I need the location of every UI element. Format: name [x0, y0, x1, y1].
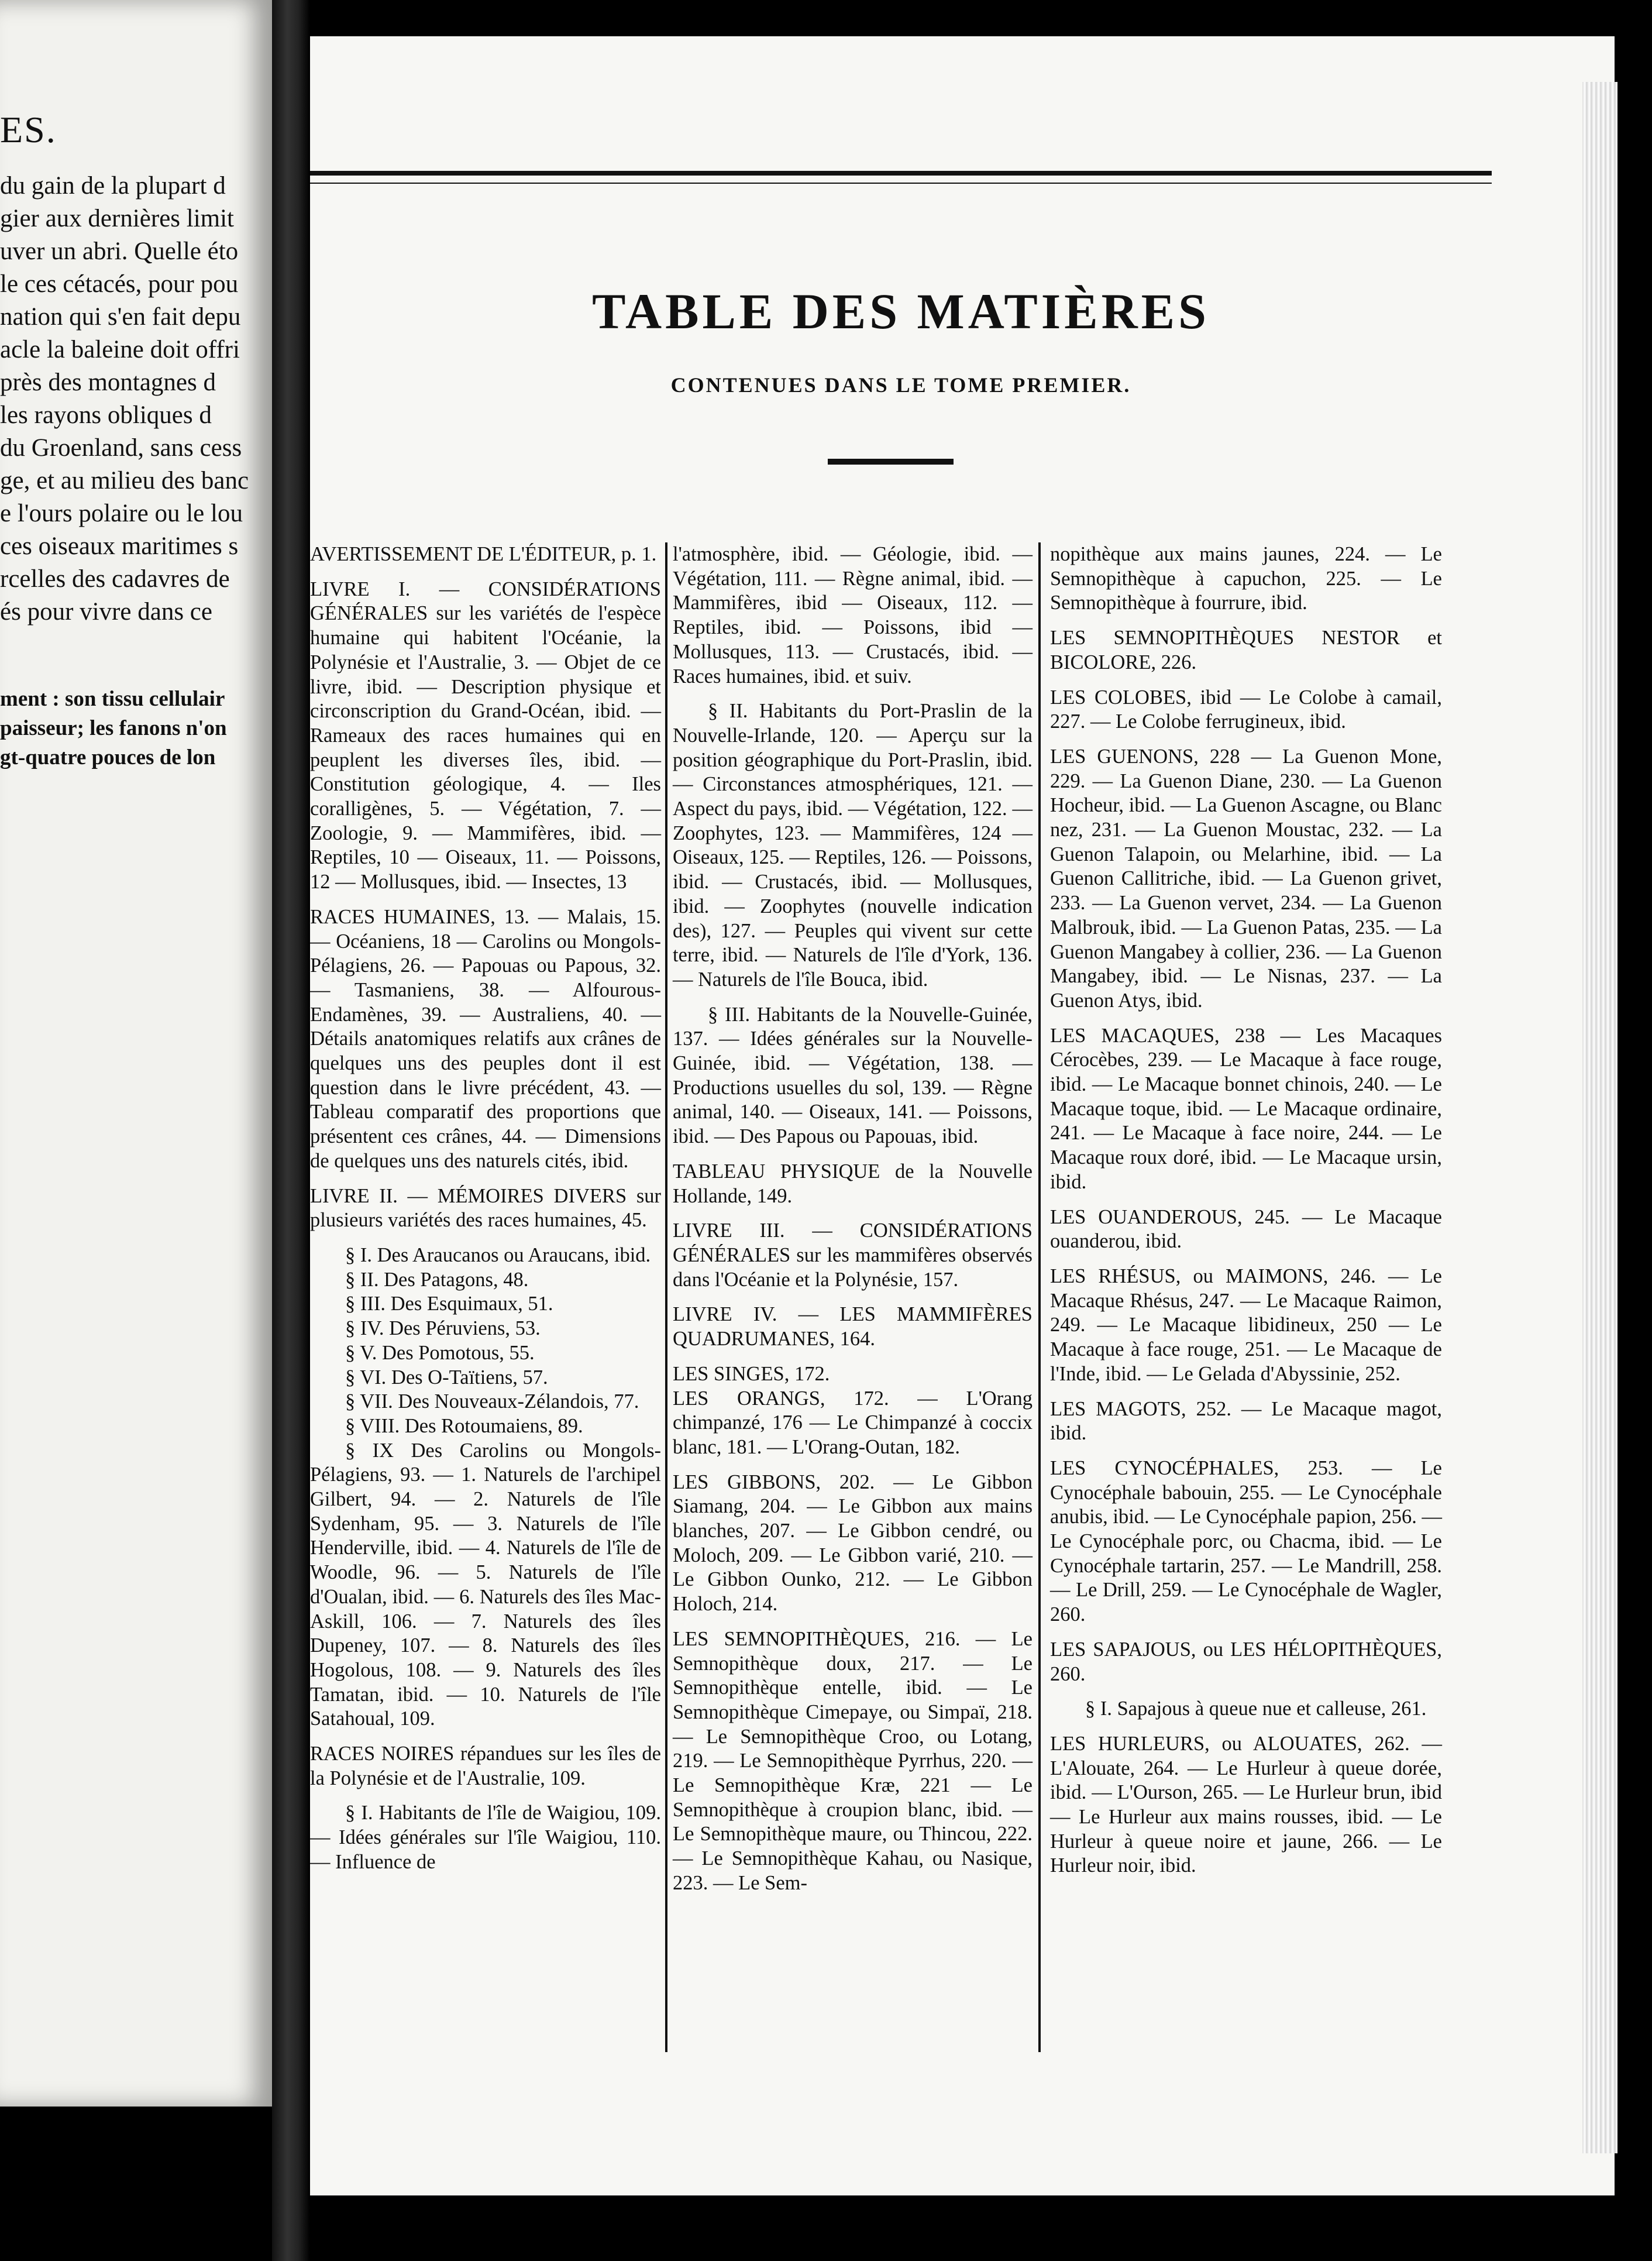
toc-column-1	[310, 542, 661, 1885]
toc-entry: TABLEAU PHYSIQUE de la Nouvelle Hollande, 149.	[673, 1160, 1032, 1207]
toc-entry: LES MAGOTS, 252. — Le Macaque magot, ibid.	[1050, 1397, 1442, 1445]
toc-entry: l'atmosphère, ibid. — Géologie, ibid. — Végétation, 111. — Règne animal, ibid. — Mammifères, ibid — Oiseaux, 112. — Reptiles, ibid. — Poissons, ibid — Mollusques, 113. — Crustacés, ibid. — Races humaines, ibid. et suiv.	[673, 543, 1032, 688]
toc-entry: LES COLOBES, ibid — Le Colobe à camail, 227. — Le Colobe ferrugineux, ibid.	[1050, 686, 1442, 733]
left-note-line: ment : son tissu cellulair	[0, 687, 225, 711]
left-text-line: près des montagnes d	[0, 369, 216, 396]
toc-entry: § III. Habitants de la Nouvelle-Guinée, 137. — Idées générales sur la Nouvelle-Guinée, ibid. — Végétation, 138. — Productions usuelles du sol, 139. — Règne animal, 140. — Oiseaux, 141. — Poissons, ibid. — Des Papous ou Papouas, ibid.	[673, 1003, 1032, 1148]
left-text-line: uver un abri. Quelle éto	[0, 238, 239, 265]
right-page	[310, 36, 1615, 2195]
toc-entry: § II. Habitants du Port-Praslin de la Nouvelle-Irlande, 120. — Aperçu sur la position géographique du Port-Praslin, ibid. — Circonstances atmosphériques, 121. — Aspect du pays, ibid. — Végétation, 122. — Zoophytes, 123. — Mammifères, 124 — Oiseaux, 125. — Reptiles, 126. — Poissons, ibid. — Crustacés, ibid. — Mollusques, ibid. — Zoophytes (nouvelle indication des), 127. — Peuples qui vivent sur cette terre, ibid. — Naturels de l'île d'York, 136. — Naturels de l'île Bouca, ibid.	[673, 700, 1032, 991]
toc-entry: § I. Sapajous à queue nue et calleuse, 261.	[1085, 1698, 1427, 1720]
left-text-line: rcelles des cadavres de	[0, 565, 230, 593]
left-text-line: du gain de la plupart d	[0, 172, 226, 200]
toc-entry: LES SAPAJOUS, ou LES HÉLOPITHÈQUES, 260.	[1050, 1638, 1442, 1685]
page-stack-edge	[1582, 82, 1617, 2153]
header-rule-thin	[310, 183, 1492, 184]
toc-entry: RACES NOIRES répandues sur les îles de la Polynésie et de l'Australie, 109.	[310, 1743, 661, 1789]
left-text-line: e l'ours polaire ou le lou	[0, 500, 243, 527]
toc-entry: LES ORANGS, 172. — L'Orang chimpanzé, 176 — Le Chimpanzé à coccix blanc, 181. — L'Orang-Outan, 182.	[673, 1387, 1032, 1458]
toc-entry: LIVRE II. — MÉMOIRES DIVERS sur plusieurs variétés des races humaines, 45.	[310, 1184, 661, 1232]
toc-entry: LES GUENONS, 228 — La Guenon Mone, 229. — La Guenon Diane, 230. — La Guenon Hocheur, ibid. — La Guenon Ascagne, ou Blanc nez, 231. — La Guenon Moustac, 232. — La Guenon Talapoin, ou Melarhine, ibid. — La Guenon Callitriche, ibid. — La Guenon grivet, 233. — La Guenon vervet, 234. — La Guenon Malbrouk, ibid. — La Guenon Patas, 235. — La Guenon Mangabey à collier, 236. — La Guenon Mangabey, ibid. — Le Nisnas, 237. — La Guenon Atys, ibid.	[1050, 745, 1442, 1012]
toc-entry: LES SEMNOPITHÈQUES NESTOR et BICOLORE, 226.	[1050, 627, 1442, 674]
toc-entry: LES SEMNOPITHÈQUES, 216. — Le Semnopithèque doux, 217. — Le Semnopithèque entelle, ibid. — Le Semnopithèque Cimepaye, ou Simpaï, 218. — Le Semnopithèque Croo, ou Lotang, 219. — Le Semnopithèque Pyrrhus, 220. — Le Semnopithèque Kræ, 221 — Le Semnopithèque à croupion blanc, ibid. — Le Semnopithèque maure, ou Thincou, 222. — Le Semnopithèque Kahau, ou Nasique, 223. — Le Sem-	[673, 1627, 1032, 1894]
left-page-fragment	[0, 0, 272, 2107]
page-subtitle: CONTENUES DANS LE TOME PREMIER.	[670, 373, 1131, 397]
book-gutter	[272, 0, 310, 2261]
toc-column-3	[1050, 542, 1442, 1889]
left-text-line: acle la baleine doit offri	[0, 336, 240, 363]
toc-entry: § IV. Des Péruviens, 53.	[345, 1317, 541, 1340]
toc-entry: LES HURLEURS, ou ALOUATES, 262. — L'Alouate, 264. — Le Hurleur à queue dorée, ibid. — L'Ourson, 265. — Le Hurleur brun, ibid — Le Hurleur aux mains rousses, ibid. — Le Hurleur à queue noire et jaune, 266. — Le Hurleur noir, ibid.	[1050, 1732, 1442, 1877]
toc-entry: § VII. Des Nouveaux-Zélandois, 77.	[345, 1390, 639, 1413]
toc-entry: § VIII. Des Rotoumaiens, 89.	[345, 1414, 583, 1437]
left-text-line: gier aux dernières limit	[0, 205, 234, 232]
left-text-line: nation qui s'en fait depu	[0, 303, 241, 331]
toc-entry: § IX Des Carolins ou Mongols-Pélagiens, 93. — 1. Naturels de l'archipel Gilbert, 94. — 2. Naturels de l'île Sydenham, 95. — 3. Naturels de l'île Henderville, ibid. — 4. Naturels de l'île de Woodle, 96. — 5. Naturels de l'île d'Oualan, ibid. — 6. Naturels des îles Mac-Askill, 106. — 7. Naturels des îles Dupeney, 107. — 8. Naturels des îles Hogolous, 108. — 9. Naturels des îles Tamatan, ibid. — 10. Naturels de l'île Satahoual, 109.	[310, 1439, 661, 1730]
toc-entry: LES MACAQUES, 238 — Les Macaques Cérocèbes, 239. — Le Macaque à face rouge, ibid. — Le Macaque bonnet chinois, 240. — Le Macaque toque, ibid. — Le Macaque ordinaire, 241. — Le Macaque à face noire, 244. — Le Macaque roux doré, ibid. — Le Macaque ursin, ibid.	[1050, 1024, 1442, 1193]
left-text-line: ces oiseaux maritimes s	[0, 532, 239, 560]
left-text-line: du Groenland, sans cess	[0, 434, 242, 462]
left-note-line: paisseur; les fanons n'on	[0, 716, 227, 740]
toc-entry: § VI. Des O-Taïtiens, 57.	[345, 1366, 548, 1389]
title-separator	[828, 459, 954, 465]
toc-entry: LIVRE IV. — LES MAMMIFÈRES QUADRUMANES, 164.	[673, 1303, 1032, 1351]
column-divider	[665, 542, 667, 2052]
page-title: TABLE DES MATIÈRES	[592, 283, 1210, 339]
toc-column-2	[673, 542, 1032, 1906]
toc-entry: § I. Habitants de l'île de Waigiou, 109. — Idées générales sur l'île Waigiou, 110. — Influence de	[310, 1802, 661, 1873]
left-text-line: és pour vivre dans ce	[0, 598, 212, 626]
left-text-line: les rayons obliques d	[0, 401, 212, 429]
toc-entry: LES CYNOCÉPHALES, 253. — Le Cynocéphale babouin, 255. — Le Cynocéphale anubis, ibid. — Le Cynocéphale papion, 256. — Le Cynocéphale porc, ou Chacma, ibid. — Le Cynocéphale tartarin, 257. — Le Mandrill, 258. — Le Drill, 259. — Le Cynocéphale de Wagler, 260.	[1050, 1456, 1442, 1626]
toc-entry: RACES HUMAINES, 13. — Malais, 15. — Océaniens, 18 — Carolins ou Mongols-Pélagiens, 26. — Papouas ou Papous, 32. — Tasmaniens, 38. — Alfourous-Endamènes, 39. — Australiens, 40. — Détails anatomiques relatifs aux crânes de quelques uns des peuples dont il est question dans le livre précédent, 43. — Tableau comparatif des proportions que présentent ces crânes, 44. — Dimensions de quelques uns des naturels cités, ibid.	[310, 905, 661, 1172]
toc-entry: LES GIBBONS, 202. — Le Gibbon Siamang, 204. — Le Gibbon aux mains blanches, 207. — Le Gibbon cendré, ou Moloch, 209. — Le Gibbon varié, 210. — Le Gibbon Ounko, 212. — Le Gibbon Holoch, 214.	[673, 1470, 1032, 1616]
toc-entry: AVERTISSEMENT DE L'ÉDITEUR, p. 1.	[310, 543, 657, 565]
toc-entry: LES OUANDEROUS, 245. — Le Macaque ouanderou, ibid.	[1050, 1205, 1442, 1253]
column-divider	[1038, 542, 1041, 2052]
left-page-note	[0, 685, 272, 772]
toc-entry: § I. Des Araucanos ou Araucans, ibid.	[345, 1243, 651, 1266]
toc-entry: nopithèque aux mains jaunes, 224. — Le Semnopithèque à capuchon, 225. — Le Semnopithèque à fourrure, ibid.	[1050, 543, 1442, 614]
header-rule-thick	[310, 171, 1492, 176]
toc-entry: LES SINGES, 172.	[673, 1362, 830, 1385]
toc-entry: § III. Des Esquimaux, 51.	[345, 1293, 553, 1315]
toc-entry: LIVRE I. — CONSIDÉRATIONS GÉNÉRALES sur les variétés de l'espèce humaine qui habitent l'Océanie, la Polynésie et l'Australie, 3. — Objet de ce livre, ibid. — Description physique et circonscription du Grand-Océan, ibid. — Rameaux des races humaines qui en peuplent les diverses îles, ibid. — Constitution géologique, 4. — Iles coralligènes, 5. — Végétation, 7. — Zoologie, 9. — Mammifères, ibid. — Reptiles, 10 — Oiseaux, 11. — Poissons, 12 — Mollusques, ibid. — Insectes, 13	[310, 578, 661, 894]
toc-entry: § V. Des Pomotous, 55.	[345, 1341, 535, 1364]
left-text-line: le ces cétacés, pour pou	[0, 270, 239, 298]
toc-entry: § II. Des Patagons, 48.	[345, 1268, 529, 1291]
left-note-line: gt-quatre pouces de lon	[0, 745, 216, 769]
left-page-header: ES.	[0, 109, 57, 150]
toc-entry: LES RHÉSUS, ou MAIMONS, 246. — Le Macaque Rhésus, 247. — Le Macaque Raimon, 249. — Le Macaque libidineux, 250 — Le Macaque à face rouge, 251. — Le Macaque de l'Inde, ibid. — Le Gelada d'Abyssinie, 252.	[1050, 1264, 1442, 1385]
toc-entry: LIVRE III. — CONSIDÉRATIONS GÉNÉRALES sur les mammifères observés dans l'Océanie et la Polynésie, 157.	[673, 1219, 1032, 1291]
left-page-text	[0, 170, 272, 628]
left-text-line: ge, et au milieu des banc	[0, 467, 249, 494]
